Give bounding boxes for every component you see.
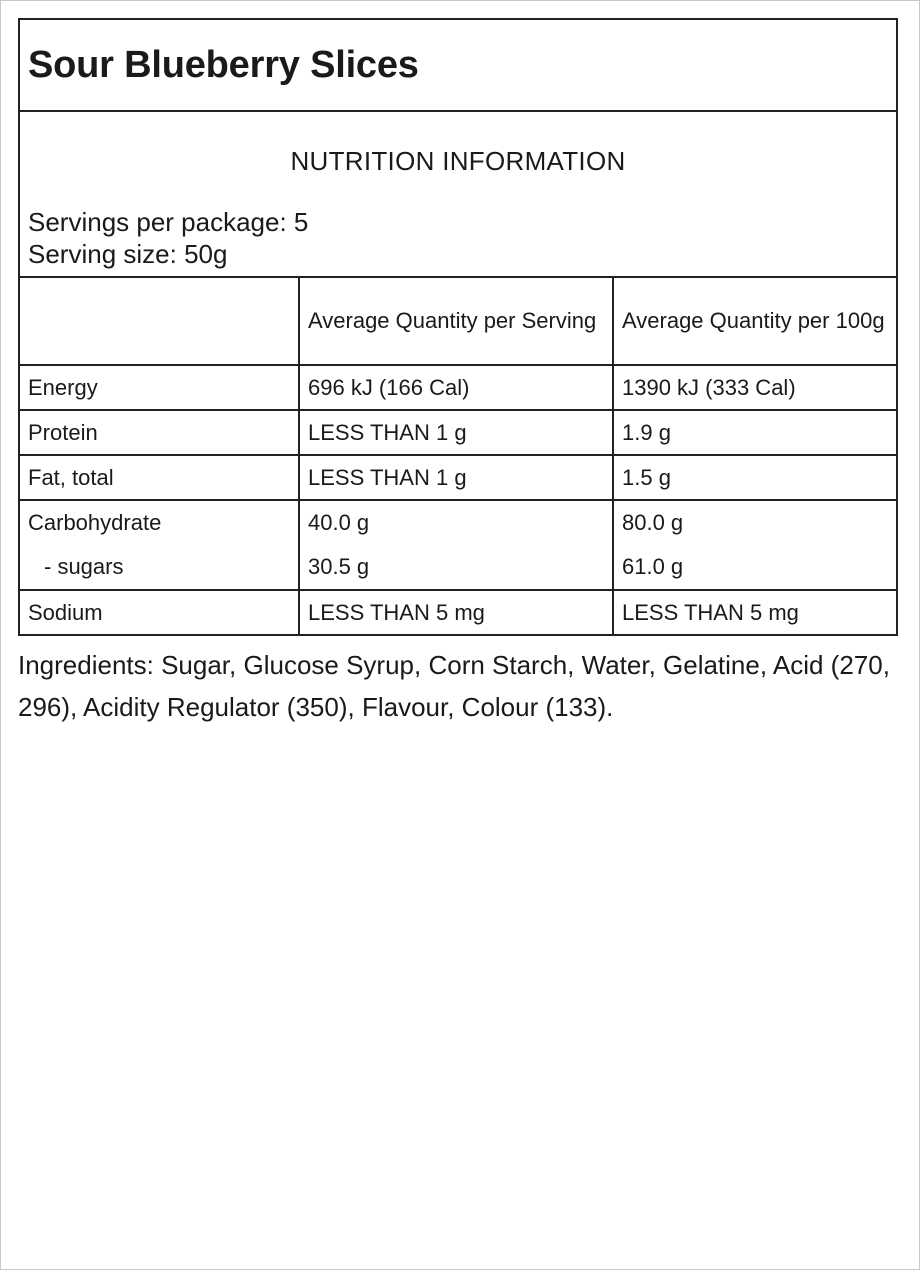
per-100g-value: 80.0 g	[622, 510, 684, 535]
nutrient-label: Protein	[20, 410, 299, 455]
table-row	[20, 455, 896, 500]
title-box	[20, 20, 896, 112]
per-serving-value: 30.5 g	[308, 554, 370, 579]
column-header-nutrient	[20, 278, 299, 365]
per-serving-value: 40.0 g	[308, 510, 370, 535]
product-title: Sour Blueberry Slices	[28, 43, 419, 86]
serving-size: Serving size: 50g	[28, 239, 228, 269]
per-100g-value-group	[613, 500, 896, 590]
nutrient-label: Fat, total	[20, 455, 299, 500]
table-row	[20, 365, 896, 410]
table-row	[20, 590, 896, 634]
column-header-per-100g: Average Quantity per 100g	[613, 278, 896, 365]
per-100g-value: LESS THAN 5 mg	[613, 590, 896, 634]
nutrient-label: Energy	[20, 365, 299, 410]
per-serving-value: LESS THAN 1 g	[299, 410, 613, 455]
sub-nutrient-label: - sugars	[44, 554, 124, 579]
column-header-per-serving: Average Quantity per Serving	[299, 278, 613, 365]
per-100g-value: 61.0 g	[622, 554, 684, 579]
servings-per-package: Servings per package: 5	[28, 207, 309, 237]
per-100g-value: 1390 kJ (333 Cal)	[613, 365, 896, 410]
table-row	[20, 500, 896, 590]
nutrient-label: Sodium	[20, 590, 299, 634]
nutrition-table	[20, 278, 896, 634]
nutrition-info-box	[20, 112, 896, 278]
ingredients-text: Ingredients: Sugar, Glucose Syrup, Corn Starch, Water, Gelatine, Acid (270, 296), Acidity Regulator (350), Flavour, Colour (133).	[18, 650, 890, 722]
per-100g-value: 1.5 g	[613, 455, 896, 500]
per-serving-value: 696 kJ (166 Cal)	[299, 365, 613, 410]
per-serving-value: LESS THAN 1 g	[299, 455, 613, 500]
nutrition-panel	[18, 18, 898, 636]
table-header-row	[20, 278, 896, 365]
serving-details	[28, 206, 308, 270]
per-serving-value: LESS THAN 5 mg	[299, 590, 613, 634]
table-row	[20, 410, 896, 455]
nutrient-label: Carbohydrate	[28, 510, 162, 535]
nutrient-label-group	[20, 500, 299, 590]
per-serving-value-group	[299, 500, 613, 590]
per-100g-value: 1.9 g	[613, 410, 896, 455]
nutrition-heading: NUTRITION INFORMATION	[290, 146, 626, 176]
